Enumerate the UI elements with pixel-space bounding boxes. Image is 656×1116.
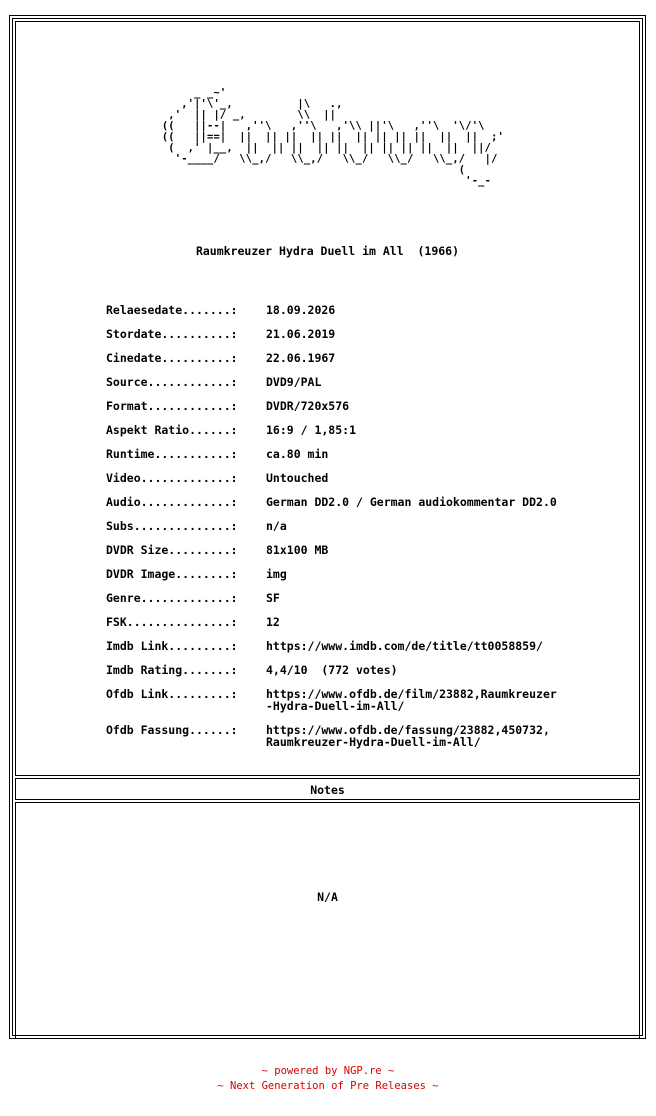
field-row [106,664,557,688]
field-label: Ofdb Fassung......: [106,723,238,737]
field-row [106,616,557,640]
field-row [106,472,557,496]
field-label: Ofdb Link.........: [106,687,238,701]
field-value: img [266,567,287,581]
field-label: Relaesedate.......: [106,303,238,317]
ascii-logo: _ _~' ,'|'\'_, |\ ., ,' || |/ _, \\ || (( ||--| ,''\ ,''\ ,'\\ ||'\ ,''\ '\/'\ (( ||==| || || || || || || || || || || || ;' ( ,' |__, || || || || || || || || || || ||/ '-____/ \\_,/ \\_,/ \\_/ \\_/ \\_,/ |/ ( '-_- [161,87,504,187]
field-row [106,352,557,376]
field-row [106,568,557,592]
field-value: DVDR/720x576 [266,399,350,413]
notes-header-box [15,778,640,800]
field-label: Subs..............: [106,519,238,533]
notes-text: N/A [317,890,338,904]
field-value: 81x100 MB [266,543,329,557]
field-value: German DD2.0 / German audiokommentar DD2.0 [266,495,557,509]
field-value: Untouched [266,471,329,485]
field-row [106,376,557,400]
field-label: DVDR Size.........: [106,543,238,557]
field-row [106,304,557,328]
ofdb-fassung-link: https://www.ofdb.de/fassung/23882,450732, Raumkreuzer-Hydra-Duell-im-All/ [266,723,550,749]
ofdb-link: https://www.ofdb.de/film/23882,Raumkreuzer -Hydra-Duell-im-All/ [266,687,557,713]
release-title: Raumkreuzer Hydra Duell im All (1966) [195,244,460,258]
field-row [106,448,557,472]
field-label: DVDR Image........: [106,567,238,581]
field-label: Imdb Link.........: [106,639,238,653]
imdb-link: https://www.imdb.com/de/title/tt0058859/ [266,639,543,653]
field-label: Stordate..........: [106,327,238,341]
field-row [106,496,557,520]
field-value: DVD9/PAL [266,375,322,389]
field-value: 22.06.1967 [266,351,336,365]
field-label: Genre.............: [106,591,238,605]
footer-powered-by: ~ powered by NGP.re ~ [261,1065,395,1077]
field-label: Runtime...........: [106,447,238,461]
field-row [106,688,557,724]
notes-header: Notes [310,783,345,797]
field-value: 4,4/10 (772 votes) [266,663,398,677]
release-info-box [15,21,640,776]
field-label: Cinedate..........: [106,351,238,365]
field-label: FSK...............: [106,615,238,629]
field-value: 12 [266,615,280,629]
field-label: Audio.............: [106,495,238,509]
field-label: Imdb Rating.......: [106,663,238,677]
field-label: Source............: [106,375,238,389]
field-value: 16:9 / 1,85:1 [266,423,357,437]
field-value: ca.80 min [266,447,329,461]
field-row [106,592,557,616]
field-label: Video.............: [106,471,238,485]
field-value: 21.06.2019 [266,327,336,341]
field-value: n/a [266,519,287,533]
field-row [106,328,557,352]
field-label: Format............: [106,399,238,413]
field-row [106,544,557,568]
field-row [106,424,557,448]
footer-tagline: ~ Next Generation of Pre Releases ~ [217,1080,439,1092]
nfo-frame [9,15,646,1039]
field-value: 18.09.2026 [266,303,336,317]
field-row [106,520,557,544]
field-row [106,724,557,760]
nfo-inner-frame [12,18,643,1036]
notes-box [15,802,640,1039]
field-value: SF [266,591,280,605]
field-label: Aspekt Ratio......: [106,423,238,437]
release-fields [106,304,557,760]
field-row [106,640,557,664]
field-row [106,400,557,424]
